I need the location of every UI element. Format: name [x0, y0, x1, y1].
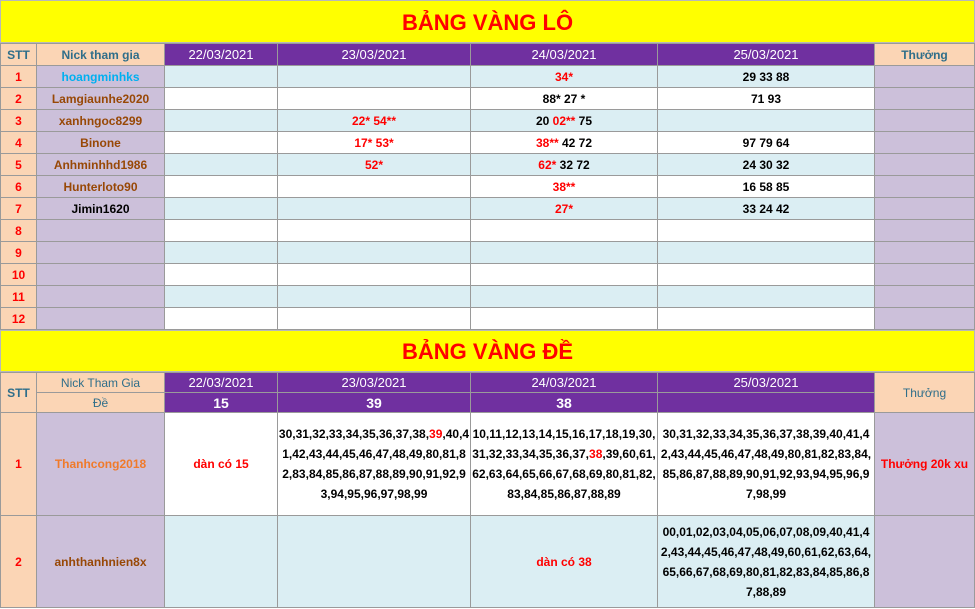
lo-cell[interactable]: 16 58 85: [658, 176, 875, 198]
lo-cell[interactable]: 17* 53*: [278, 132, 471, 154]
lo-pick-hit: 02**: [552, 113, 576, 128]
de-header-stt: STT: [1, 373, 37, 413]
lo-title: BẢNG VÀNG LÔ: [0, 0, 975, 43]
lo-stt: 5: [1, 154, 37, 176]
de-header-date: 24/03/2021: [471, 373, 658, 393]
lo-cell[interactable]: 38**: [471, 176, 658, 198]
lo-cell[interactable]: 52*: [278, 154, 471, 176]
lo-stt: 4: [1, 132, 37, 154]
lo-nick[interactable]: [37, 308, 165, 330]
lo-cell[interactable]: [471, 308, 658, 330]
lo-cell[interactable]: [165, 66, 278, 88]
lo-cell[interactable]: [165, 242, 278, 264]
lo-row[interactable]: [1, 88, 975, 110]
de-cell[interactable]: dàn có 38: [471, 516, 658, 608]
lo-cell[interactable]: 24 30 32: [658, 154, 875, 176]
de-stt: 1: [1, 413, 37, 516]
lo-nick: Lamgiaunhe2020: [37, 88, 165, 110]
lo-cell[interactable]: [165, 308, 278, 330]
lo-row[interactable]: [1, 176, 975, 198]
de-header-thuong: Thưởng: [875, 373, 975, 413]
de-pick-hit: 38: [589, 447, 603, 461]
lo-row[interactable]: [1, 286, 975, 308]
lo-stt: 2: [1, 88, 37, 110]
lo-pick: 32 72: [556, 157, 590, 172]
lo-stt: 8: [1, 220, 37, 242]
lo-cell[interactable]: [278, 308, 471, 330]
lo-cell[interactable]: [278, 176, 471, 198]
lo-cell[interactable]: [471, 286, 658, 308]
de-title: BẢNG VÀNG ĐỀ: [0, 330, 975, 372]
lo-cell[interactable]: [278, 220, 471, 242]
lo-cell[interactable]: [165, 88, 278, 110]
lo-nick[interactable]: [37, 286, 165, 308]
de-header-date: 25/03/2021: [658, 373, 875, 393]
lo-cell[interactable]: [278, 66, 471, 88]
de-header-nick: Nick Tham Gia: [37, 373, 165, 393]
lo-nick[interactable]: [37, 242, 165, 264]
lo-nick: Anhminhhd1986: [37, 154, 165, 176]
lo-stt: 3: [1, 110, 37, 132]
lo-cell[interactable]: 71 93: [658, 88, 875, 110]
de-header-date: 23/03/2021: [278, 373, 471, 393]
lo-thuong[interactable]: [875, 198, 975, 220]
de-thuong[interactable]: Thưởng 20k xu: [875, 413, 975, 516]
de-row[interactable]: [1, 413, 975, 516]
lo-thuong[interactable]: [875, 88, 975, 110]
de-row[interactable]: [1, 516, 975, 608]
lo-stt: 7: [1, 198, 37, 220]
lo-stt: 6: [1, 176, 37, 198]
lo-thuong[interactable]: [875, 154, 975, 176]
lo-pick-hit: 62*: [538, 157, 557, 172]
lo-thuong[interactable]: [875, 176, 975, 198]
lo-row[interactable]: [1, 66, 975, 88]
lo-cell[interactable]: [658, 264, 875, 286]
lo-cell[interactable]: [471, 220, 658, 242]
lo-cell[interactable]: 27*: [471, 198, 658, 220]
de-pick-hit: 39: [429, 427, 443, 441]
lo-pick: 34*: [554, 69, 574, 84]
lo-cell[interactable]: 22* 54**: [278, 110, 471, 132]
lo-row[interactable]: [1, 132, 975, 154]
de-cell[interactable]: dàn có 15: [165, 413, 278, 516]
de-cell[interactable]: [278, 516, 471, 608]
lo-thuong[interactable]: [875, 308, 975, 330]
lo-cell[interactable]: [278, 242, 471, 264]
lo-cell[interactable]: [165, 264, 278, 286]
lo-row[interactable]: [1, 242, 975, 264]
lo-cell[interactable]: [278, 286, 471, 308]
lo-cell[interactable]: [165, 176, 278, 198]
de-pick: ,40,41,42,43,44,45,46,47,48,49,80,81,82,83,84,85,86,87,88,89,90,91,92,93,94,95,96,97,98,99: [282, 427, 470, 501]
lo-header-date: 22/03/2021: [165, 44, 278, 66]
lo-cell[interactable]: [471, 154, 658, 176]
lo-pick: 42 72: [558, 135, 593, 150]
lo-header-date: 23/03/2021: [278, 44, 471, 66]
lo-row[interactable]: [1, 154, 975, 176]
lo-nick: xanhngoc8299: [37, 110, 165, 132]
lo-cell[interactable]: [471, 264, 658, 286]
lo-cell[interactable]: [471, 66, 658, 88]
lo-thuong[interactable]: [875, 66, 975, 88]
lo-pick: 20: [535, 113, 553, 128]
lo-cell[interactable]: [165, 110, 278, 132]
de-thuong[interactable]: [875, 516, 975, 608]
lo-row[interactable]: [1, 308, 975, 330]
lo-stt: 1: [1, 66, 37, 88]
de-cell[interactable]: [471, 413, 658, 516]
de-cell[interactable]: 30,31,32,33,34,35,36,37,38,39,40,41,42,43,44,45,46,47,48,49,80,81,82,83,84,85,86,87,88,89,90,91,92,93,94,95,96,97,98,99: [658, 413, 875, 516]
lo-cell[interactable]: [278, 88, 471, 110]
lo-thuong[interactable]: [875, 264, 975, 286]
lo-stt: 11: [1, 286, 37, 308]
lo-cell[interactable]: 29 33 88: [658, 66, 875, 88]
de-cell[interactable]: 00,01,02,03,04,05,06,07,08,09,40,41,42,43,44,45,46,47,48,49,60,61,62,63,64,65,66,67,68,69,80,81,82,83,84,85,86,87,88,89: [658, 516, 875, 608]
lo-cell[interactable]: [658, 242, 875, 264]
de-pick: ,39,60,61,62,63,64,65,66,67,68,69,80,81,82,83,84,85,86,87,88,89: [472, 447, 656, 501]
lo-cell[interactable]: [278, 198, 471, 220]
lo-cell[interactable]: [165, 286, 278, 308]
lo-cell[interactable]: [658, 220, 875, 242]
de-result: 38: [471, 393, 658, 413]
lo-stt: 10: [1, 264, 37, 286]
de-pick: 10,11,12,13,14,15,16,17,18,19,30,31,32,33,34,35,36,37,: [472, 427, 656, 461]
lo-cell[interactable]: [165, 154, 278, 176]
lo-nick: Hunterloto90: [37, 176, 165, 198]
lo-stt: 9: [1, 242, 37, 264]
lo-row[interactable]: [1, 220, 975, 242]
lo-thuong[interactable]: [875, 242, 975, 264]
lo-row[interactable]: [1, 264, 975, 286]
lo-cell[interactable]: [165, 132, 278, 154]
lo-cell[interactable]: [471, 132, 658, 154]
lo-pick: 75: [575, 113, 593, 128]
de-stt: 2: [1, 516, 37, 608]
lo-cell[interactable]: [471, 110, 658, 132]
lo-thuong[interactable]: [875, 220, 975, 242]
lo-cell[interactable]: 33 24 42: [658, 198, 875, 220]
lo-cell[interactable]: [471, 242, 658, 264]
lo-nick: hoangminhks: [37, 66, 165, 88]
lo-header-date: 24/03/2021: [471, 44, 658, 66]
lo-nick[interactable]: [37, 220, 165, 242]
de-nick: Thanhcong2018: [37, 413, 165, 516]
lo-nick[interactable]: [37, 264, 165, 286]
de-cell[interactable]: [165, 516, 278, 608]
lo-thuong[interactable]: [875, 110, 975, 132]
lo-thuong[interactable]: [875, 286, 975, 308]
lo-row[interactable]: [1, 198, 975, 220]
de-result: 39: [278, 393, 471, 413]
lo-pick-hit: 38**: [535, 135, 559, 150]
lo-cell[interactable]: 88* 27 *: [471, 88, 658, 110]
de-header-de: Đề: [37, 393, 165, 413]
lo-cell[interactable]: [165, 220, 278, 242]
de-table: [0, 372, 975, 608]
lo-row[interactable]: [1, 110, 975, 132]
lo-nick: Binone: [37, 132, 165, 154]
lo-cell[interactable]: [278, 264, 471, 286]
lo-stt: 12: [1, 308, 37, 330]
lo-cell[interactable]: [165, 198, 278, 220]
lo-thuong[interactable]: [875, 132, 975, 154]
lo-cell[interactable]: [658, 308, 875, 330]
lo-table: [0, 43, 975, 330]
de-nick: anhthanhnien8x: [37, 516, 165, 608]
lo-cell[interactable]: 97 79 64: [658, 132, 875, 154]
de-cell[interactable]: [278, 413, 471, 516]
de-pick: 30,31,32,33,34,35,36,37,38,: [278, 427, 430, 441]
de-header-date: 22/03/2021: [165, 373, 278, 393]
lo-nick: Jimin1620: [37, 198, 165, 220]
lo-cell[interactable]: [658, 286, 875, 308]
lo-header-stt: STT: [1, 44, 37, 66]
lo-header-nick: Nick tham gia: [37, 44, 165, 66]
de-result: 15: [165, 393, 278, 413]
lo-header-thuong: Thưởng: [875, 44, 975, 66]
lo-cell[interactable]: [658, 110, 875, 132]
de-result: [658, 393, 875, 413]
lo-header-date: 25/03/2021: [658, 44, 875, 66]
